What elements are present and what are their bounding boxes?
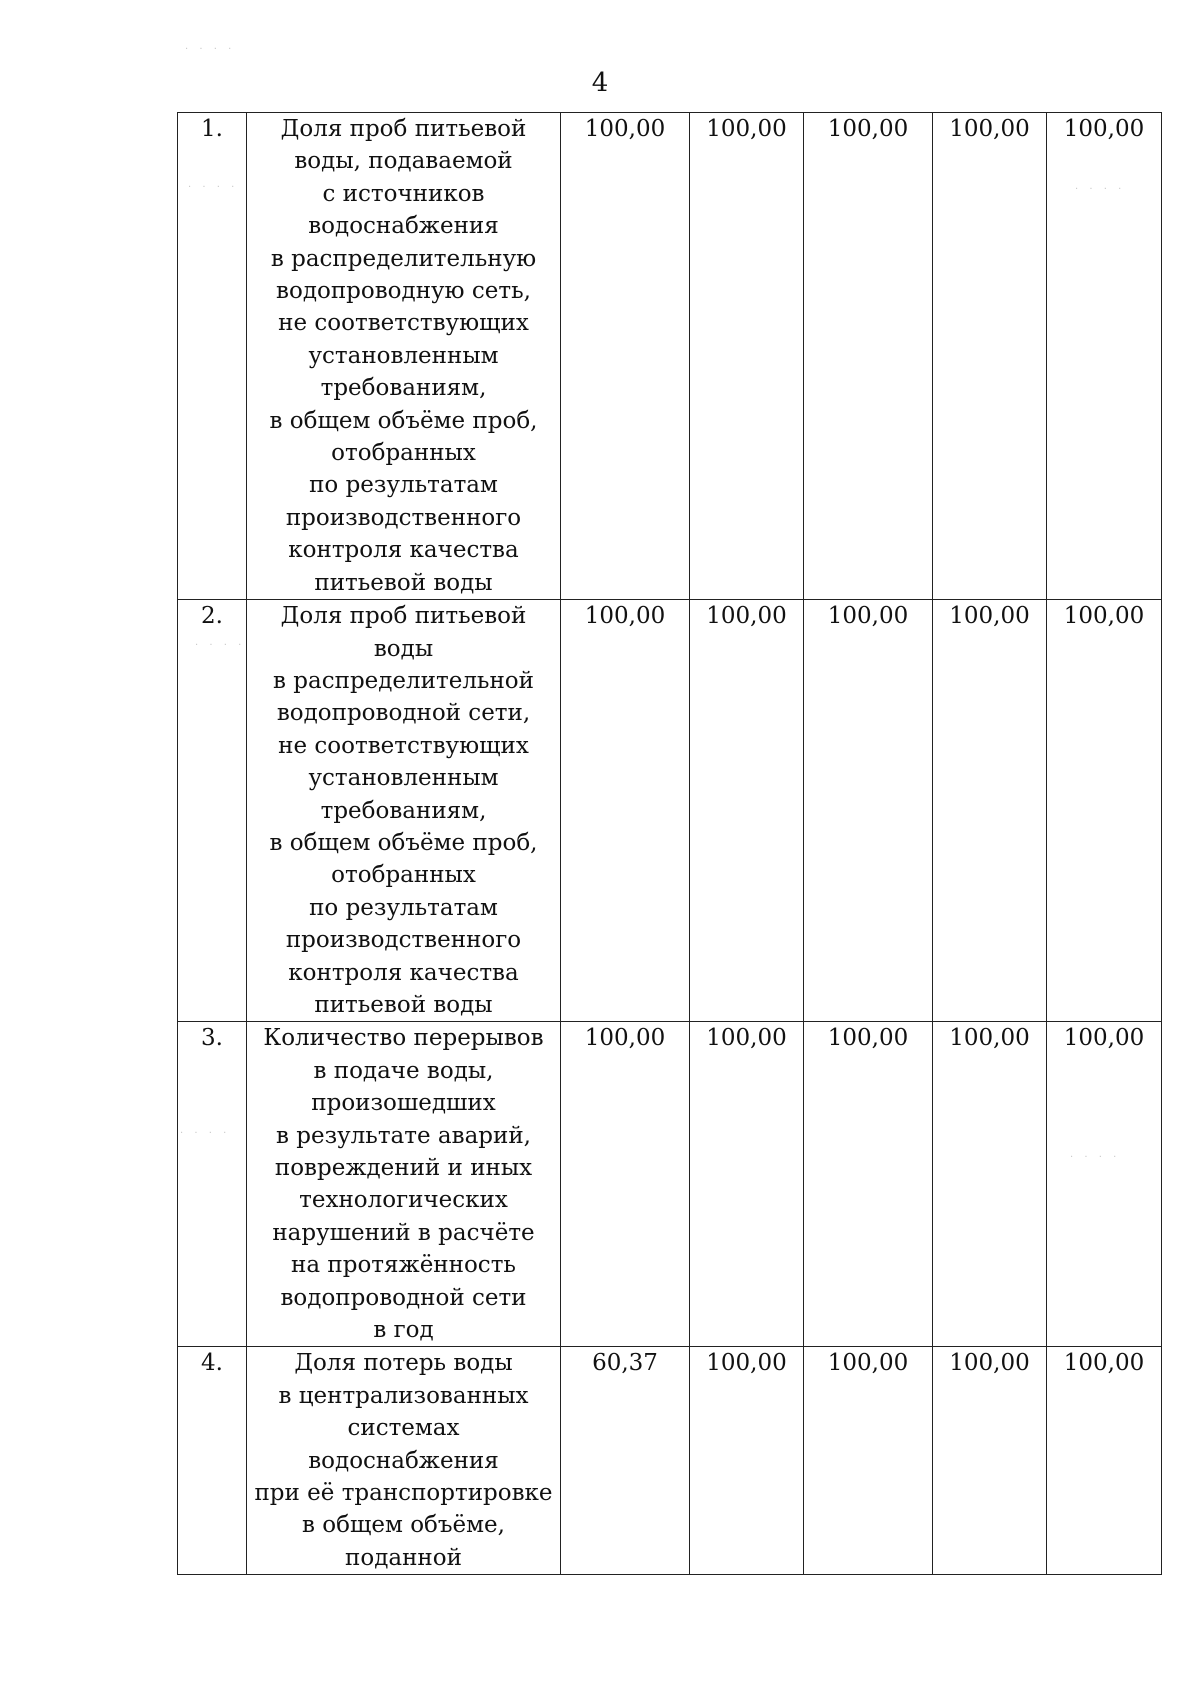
table-row bbox=[178, 1022, 1162, 1347]
scan-speck: · · · · bbox=[1075, 184, 1126, 195]
table-row bbox=[178, 600, 1162, 1022]
description-line: питьевой воды bbox=[314, 569, 493, 596]
indicator-description bbox=[247, 1347, 561, 1575]
description-line: по результатам bbox=[309, 894, 498, 921]
scan-speck: · · · · bbox=[180, 1128, 231, 1139]
description-line: нарушений в расчёте bbox=[272, 1219, 535, 1246]
description-line: в общем объёме проб, bbox=[269, 829, 538, 856]
description-line: воды, подаваемой bbox=[294, 148, 513, 175]
description-line: в централизованных bbox=[278, 1382, 529, 1409]
description-line: требованиям, bbox=[320, 797, 487, 824]
description-line: технологических bbox=[299, 1187, 508, 1214]
description-line: установленным bbox=[308, 342, 499, 369]
scan-speck: · · · · bbox=[185, 44, 236, 55]
table-row bbox=[178, 1347, 1162, 1575]
value-cell: 100,00 bbox=[690, 113, 804, 600]
description-line: по результатам bbox=[309, 472, 498, 499]
scan-speck: · · · · bbox=[188, 182, 239, 193]
description-line: системах bbox=[347, 1415, 460, 1442]
description-line: водопроводной сети, bbox=[276, 700, 531, 727]
description-line: в результате аварий, bbox=[276, 1122, 531, 1149]
value-cell: 100,00 bbox=[1047, 1022, 1162, 1347]
description-line: с источников bbox=[322, 180, 485, 207]
description-line: поданной bbox=[345, 1544, 462, 1571]
value-cell: 100,00 bbox=[690, 1347, 804, 1575]
value-cell: 60,37 bbox=[561, 1347, 690, 1575]
value-cell: 100,00 bbox=[690, 1022, 804, 1347]
description-line: отобранных bbox=[331, 862, 476, 889]
description-line: при её транспортировке bbox=[254, 1480, 553, 1507]
description-line: водоснабжения bbox=[308, 213, 499, 240]
description-line: в общем объёме проб, bbox=[269, 407, 538, 434]
description-line: производственного bbox=[285, 504, 522, 531]
value-cell: 100,00 bbox=[561, 113, 690, 600]
row-number: 1. bbox=[178, 113, 247, 600]
indicators-table bbox=[177, 112, 1162, 1575]
value-cell: 100,00 bbox=[561, 1022, 690, 1347]
description-line: Доля потерь воды bbox=[294, 1350, 513, 1377]
value-cell: 100,00 bbox=[933, 600, 1047, 1022]
value-cell: 100,00 bbox=[933, 1022, 1047, 1347]
description-line: установленным bbox=[308, 765, 499, 792]
description-line: не соответствующих bbox=[278, 732, 529, 759]
value-cell: 100,00 bbox=[1047, 600, 1162, 1022]
description-line: требованиям, bbox=[320, 375, 487, 402]
indicator-description bbox=[247, 600, 561, 1022]
description-line: питьевой воды bbox=[314, 991, 493, 1018]
value-cell: 100,00 bbox=[804, 1347, 933, 1575]
value-cell: 100,00 bbox=[804, 600, 933, 1022]
description-line: водоснабжения bbox=[308, 1447, 499, 1474]
scan-speck: · · · · bbox=[1070, 1152, 1121, 1163]
description-line: не соответствующих bbox=[278, 310, 529, 337]
value-cell: 100,00 bbox=[561, 600, 690, 1022]
value-cell: 100,00 bbox=[1047, 1347, 1162, 1575]
row-number: 2. bbox=[178, 600, 247, 1022]
row-number: 3. bbox=[178, 1022, 247, 1347]
indicator-description bbox=[247, 113, 561, 600]
description-line: повреждений и иных bbox=[274, 1155, 533, 1181]
indicator-description bbox=[247, 1022, 561, 1347]
value-cell: 100,00 bbox=[690, 600, 804, 1022]
table-row bbox=[178, 113, 1162, 600]
description-line: контроля качества bbox=[288, 959, 519, 986]
description-line: водопроводную сеть, bbox=[276, 278, 531, 305]
description-line: Доля проб питьевой bbox=[280, 603, 527, 630]
value-cell: 100,00 bbox=[804, 1022, 933, 1347]
row-number: 4. bbox=[178, 1347, 247, 1575]
description-line: в общем объёме, bbox=[302, 1512, 505, 1539]
description-line: Количество перерывов bbox=[263, 1025, 544, 1052]
value-cell: 100,00 bbox=[804, 113, 933, 600]
description-line: контроля качества bbox=[288, 537, 519, 564]
description-line: воды bbox=[373, 635, 434, 662]
value-cell: 100,00 bbox=[933, 113, 1047, 600]
description-line: в распределительной bbox=[273, 667, 534, 694]
value-cell: 100,00 bbox=[933, 1347, 1047, 1575]
description-line: произошедших bbox=[311, 1090, 496, 1117]
scan-speck: · · · · bbox=[195, 640, 246, 651]
description-line: на протяжённость bbox=[291, 1252, 516, 1279]
description-line: в год bbox=[373, 1317, 434, 1344]
value-cell: 100,00 bbox=[1047, 113, 1162, 600]
description-line: производственного bbox=[285, 927, 522, 954]
description-line: отобранных bbox=[331, 440, 476, 467]
description-line: водопроводной сети bbox=[280, 1284, 527, 1311]
description-line: в подаче воды, bbox=[313, 1057, 494, 1084]
description-line: Доля проб питьевой bbox=[280, 116, 527, 142]
page-number: 4 bbox=[591, 68, 609, 98]
description-line: в распределительную bbox=[270, 245, 537, 272]
